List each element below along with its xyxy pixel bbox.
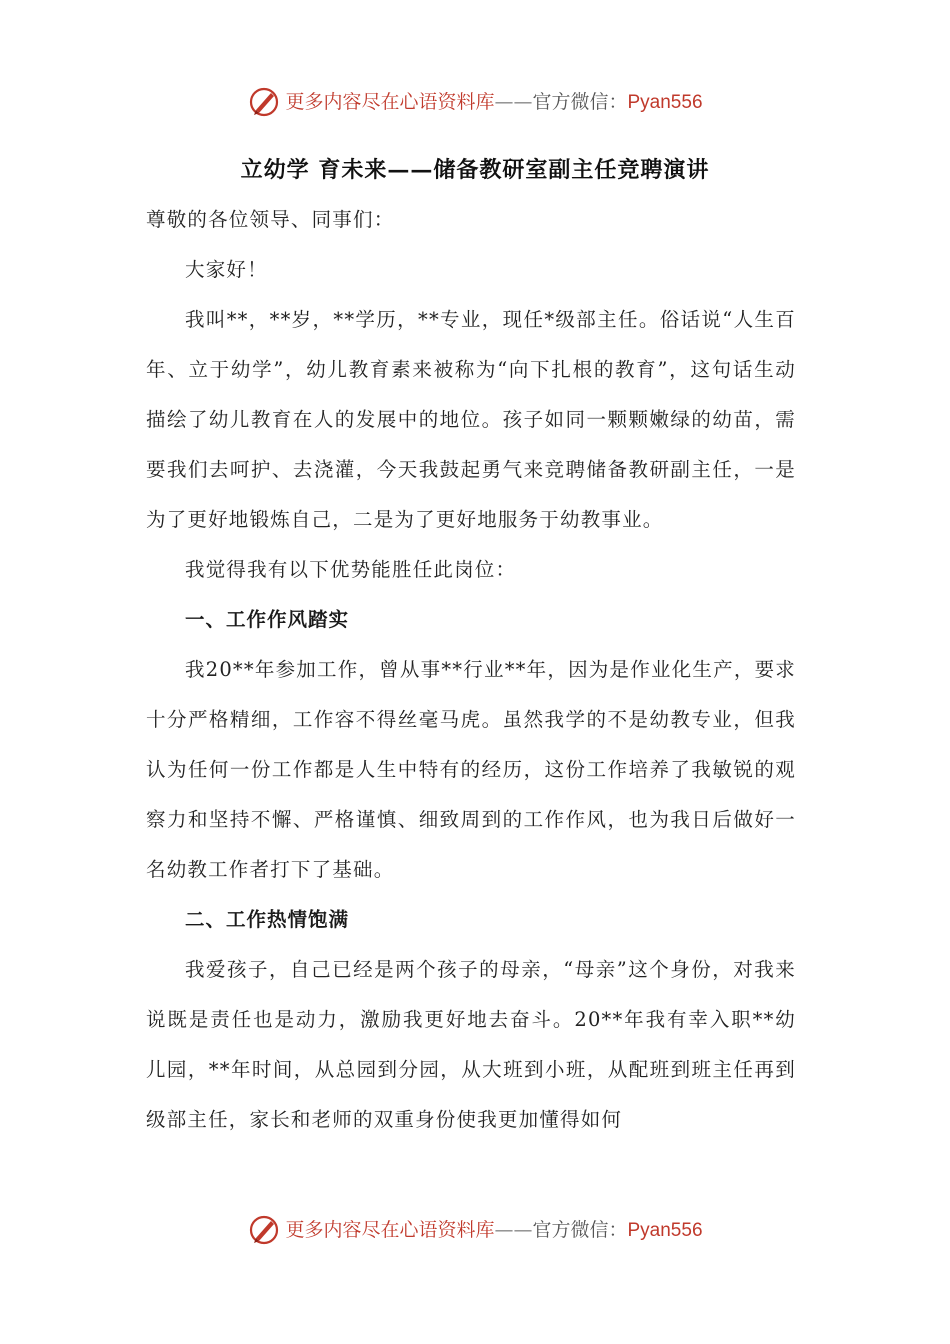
section-1-paragraph: 我20**年参加工作，曾从事**行业**年，因为是作业化生产，要求十分严格精细，工作容不得丝毫马虎。虽然我学的不是幼教专业，但我认为任何一份工作都是人生中特有的经历，这份工作培养了我敏锐的观察力和坚持不懈、严格谨慎、细致周到的工作作风，也为我日后做好一名幼教工作者打下了基础。 xyxy=(146,658,796,881)
document-body xyxy=(146,195,796,1145)
section-2-paragraph: 我爱孩子，自己已经是两个孩子的母亲，“母亲”这个身份，对我来说既是责任也是动力，激励我更好地去奋斗。20**年我有幸入职**幼儿园，**年时间，从总园到分园，从大班到小班，从配班到班主任再到级部主任，家长和老师的双重身份使我更加懂得如何 xyxy=(146,958,796,1131)
watermark-text xyxy=(285,82,702,123)
watermark-lead: 更多内容尽在心语资料库 xyxy=(285,90,495,113)
intro-paragraph: 我叫**，**岁，**学历，**专业，现任*级部主任。俗话说“人生百年、立于幼学”，幼儿教育素来被称为“向下扎根的教育”，这句话生动描绘了幼儿教育在人的发展中的地位。孩子如同一颗颗嫩绿的幼苗，需要我们去呵护、去浇灌，今天我鼓起勇气来竞聘储备教研副主任，一是为了更好地锻炼自己，二是为了更好地服务于幼教事业。 xyxy=(146,308,796,531)
section-heading-2: 二、工作热情饱满 xyxy=(185,908,350,931)
advantages-lead: 我觉得我有以下优势能胜任此岗位： xyxy=(185,558,517,581)
greeting: 大家好！ xyxy=(185,258,268,281)
watermark-wechat-label: 官方微信： xyxy=(532,1218,628,1241)
salutation: 尊敬的各位领导、同事们： xyxy=(146,208,395,231)
watermark-text xyxy=(285,1210,702,1251)
watermark-dash: —— xyxy=(494,90,533,113)
watermark-wechat-id: Pyan556 xyxy=(627,91,703,113)
watermark-dash: —— xyxy=(494,1218,533,1241)
watermark-wechat-id: Pyan556 xyxy=(627,1219,703,1241)
pen-logo-icon xyxy=(247,85,281,119)
watermark-wechat-label: 官方微信： xyxy=(532,90,628,113)
watermark-lead: 更多内容尽在心语资料库 xyxy=(285,1218,495,1241)
header-watermark-banner xyxy=(0,82,950,122)
section-heading-1: 一、工作作风踏实 xyxy=(185,608,350,631)
document-title: 立幼学 育未来——储备教研室副主任竞聘演讲 xyxy=(240,157,710,183)
footer-watermark-banner xyxy=(0,1210,950,1250)
pen-logo-icon xyxy=(247,1213,281,1247)
